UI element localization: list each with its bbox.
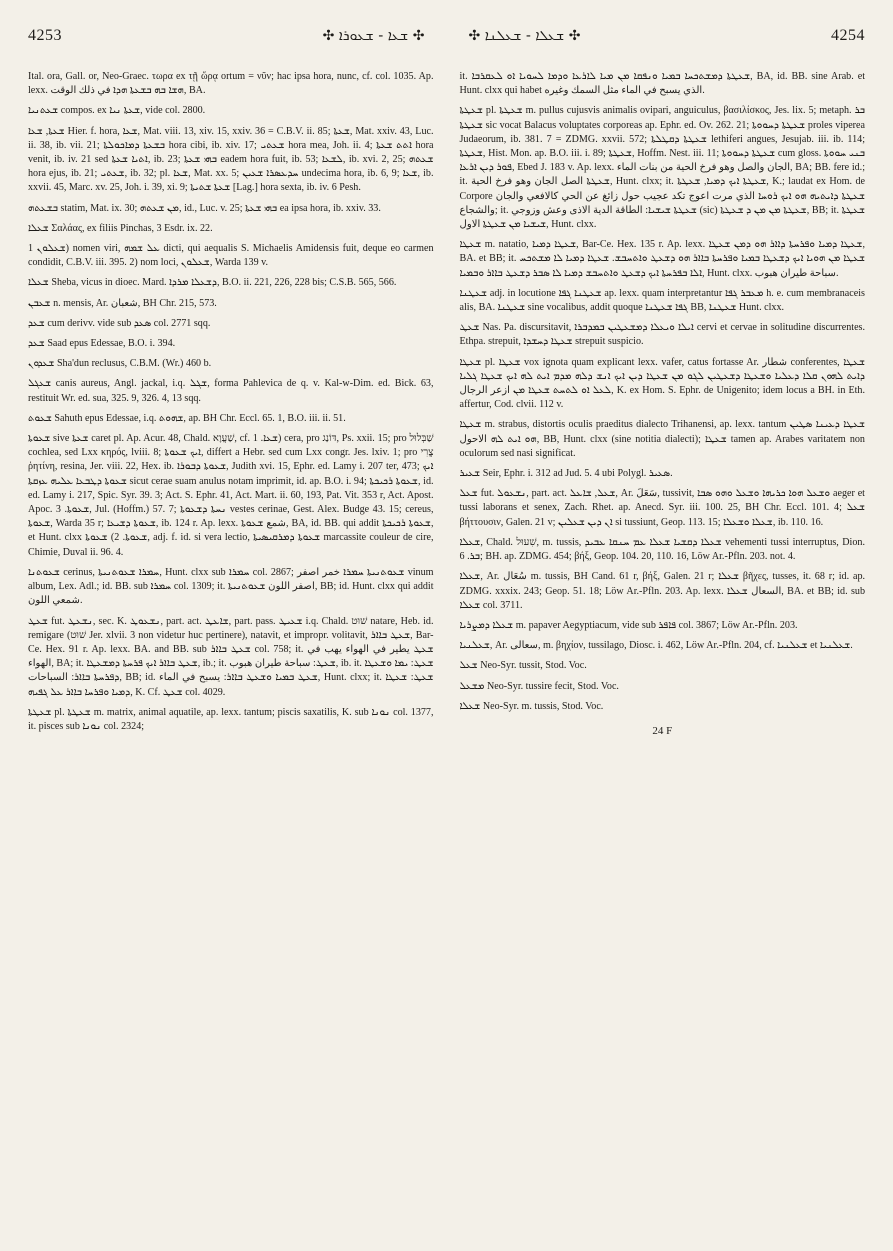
entry-text: ܒܫܥܬܗ statim, Mat. ix. 30; ܡܢ ܫܥܬܗ, id., Luc. v. 25; ܒܗܝ ܫܥܬܐ ea ipsa hora, ib. xxiv. 33. <box>28 202 381 214</box>
entry-text: ܫܥܬܢܝܐ compos. ex ܫܥܬܐ ܢܝܐ, vide col. 2800. <box>28 105 206 117</box>
dictionary-entry <box>460 487 866 530</box>
entry-text: ܫܥܛܬܐ pl. ܫܥܛܬܐ m. matrix, animal aquatile, ap. lexx. tantum; piscis saxatilis, K. sub ܢܘܢܐ col. 1377, it. pisces sub ܢܘܢܐ col. 2324; <box>28 706 434 732</box>
entry-text: ܫܥܠܐ ܕܡܨܪܝܐ m. papaver Aegyptiacum, vide sub ܦܐܦܪ col. 3867; Löw Ar.-Pfln. 203. <box>459 619 798 631</box>
entry-text: ܫܥܛܐ m. strabus, distortis oculis praeditus dialecto Trihanensi, ap. lexx. tantum ܫܥܛܐ ܕܥܝܢܐ ܣܛܝܢ ܗܘ ܐܝܬ ܠܗ الاحول, BB, Hunt. clxx (sine notitia dialecti); ܫܥܛܐ tamen ap. Arabes varitatem non oculorum sed nasi significat. <box>459 419 866 459</box>
entry-text: ܫܥܠܐ, Ar. سُعَال m. tussis, BH Cand. 61 r, βήξ, Galen. 21 r; ܫܥܠܐ βῆχες, tusses, it. 68 r; id. ap. ZDMG. xxxix. 243; Geop. 51. 18; Löw Ar.-Pfln. 203. Ap. lexx. السعال ܫܥܠܐ, BA. et BB; id. sub ܫܥܠܐ col. 3711. <box>459 571 866 611</box>
dictionary-entry <box>28 242 434 270</box>
dictionary-entry <box>28 70 434 98</box>
entry-text: ܫܥܛܬܐ pl. ܫܥܛܬܐ m. pullus cujusvis animalis ovipari, anguiculus, βασιλίσκος, Jes. lix. 5; metaph. ܒܪ ܫܥܛܬܐ sic vocat Balacus voluptates corporeas ap. Ephr. ed. Ov. 262. 21; ܫܥܛܬܐ ܕܚܘܘܬܐ proles viperea Judaeorum, ib. 381. 7 = ZDMG. xxvii. 572; ܫܥܛܬܐ ܕܩܛܠܬܐ lethiferi angues, Jesujab. iii. ib. 114; ܫܥܛܬܐ, Hist. Mon. ap. B.O. iii. i. 89; ܫܥܛܬܐ, Hoffm. Nest. iii. 11; ܫܥܛܬܐ ܕܚܘܘܬܐ cum gloss. ܒܢܝ ܚܘܘܬܐ ܦܘܪ ܕܝܢ ܐܪܥܐ, Ebed J. 183 v. Ap. lexx. الجان والصل وهو فرخ الحية من بنات الماء, BA; BB. fere id.; it. ܫܥܛܬܐ الصل الجان وهو فرخ الحية, Hunt. clxx; it. ܫܥܛܬܐ ܐܝܟ ܕܡܝܐ, ܫܥܛܬܐ, K.; laudat ex Hom. de Corpore ܫܥܛܬܐ ܕܐܝܬܝܗ ܗܘ ܐܝܟ ܪܘܚܐ الذي مرت اعوج تكد عجيب حول زائغ عن الحي كالافعي والجان والشجاع; it. ܫܥܛܬܐ ܫܝܫܝܐ: الطاقة الدية الاذى وعش وزوجي (sic) ܫܥܛܬܐ ܡܢ ܡܢ ܕ ܫܥܛܬܐ, BB; it. ܫܥܛܬܐ ܫܝܫܝܐ ܡܢ ܫܥܛܬܐ الاول, Hunt. clxx. <box>459 105 866 231</box>
entry-text: ܫܥܕ Saad epus Edessae, B.O. i. 394. <box>28 338 176 350</box>
right-column <box>447 70 866 740</box>
entry-text: it. ܫܥܛܬܐ ܕܡܫܬܟܚܐ ܒܡܝܐ ܘܢܦܩܐ ܡܢ ܡܝܐ ܠܐܪܥܐ ܘܕܡܐ ܠܚܘܝܐ ܐܘ ܠܥܩܪܒܐ, BA, id. BB. sine Arab. et Hunt. clxx qui habet الذي يسبح في الماء مثل السمك وغيره. <box>459 71 865 97</box>
dictionary-entry <box>460 104 866 232</box>
page-header <box>28 22 865 50</box>
dictionary-entry <box>460 570 866 613</box>
entry-text: ܫܥܠ Neo-Syr. tussit, Stod. Voc. <box>459 660 587 672</box>
dictionary-entry <box>460 619 866 633</box>
dictionary-entry <box>460 418 866 461</box>
entry-text: ܫܥܬܐ, ܫܥܐ Hier. f. hora, ܫܥܐ, Mat. viii. 13, xiv. 15, xxiv. 36 = C.B.V. ii. 85; ܫܥܬܐ, Mat. xxiv. 43, Luc. ii. 38, ib. vii. 21; ܒܫܥܬܐ ܕܡܐܟܘܠܬܐ hora cibi, ib. xiv. 17; ܫܥܬܝ hora mea, Joh. ii. 4; ܐܬܬ ܫܥܬܐ hora venit, ib. iv. 21 sed ܐܬܝܐ ܫܥܬܐ, ib. 23; ܒܗܝ ܫܥܬܐ eadem hora fuit, ib. 53; ܠܫܥܐ, ib. xvi. 2, 25; ܫܥܬܗ hora ejus, ib. 21; ܫܥܬܝ, ib. 32; pl. ܫܥܐ, Mat. xx. 5; ܚܕܥܣܪܐ ܫܥܝܢ undecima hora, ib. 6, 9; ܫܥܐ, ib. xxvii. 45, Marc. xv. 25, Joh. i. 39, xi. 9; ܫܥܬܐ ܫܬܝܬܐ [Lag.] hora sexta, ib. iv. 6 Pesh. <box>28 125 434 194</box>
entry-text: ܫܥܒܢ n. mensis, Ar. شعبان, BH Chr. 215, 573. <box>28 297 217 309</box>
dictionary-entry <box>460 70 866 98</box>
dictionary-entry <box>28 202 434 216</box>
entry-text: ܫܥܛ Nas. Pa. discursitavit, ܐܝܠܐ ܘܝܥܠܐ ܕܡܫܥܛܝܢ ܒܡܕܒܪܐ cervi et cervae in solitudine discurrentes. Ethpa. strepuit, ܫܥܛܐ ܕܚܫܕܐ strepuit suspicio. <box>459 322 865 348</box>
two-column-body <box>28 70 865 740</box>
header-right <box>447 27 866 45</box>
dictionary-entry <box>460 238 866 281</box>
dictionary-entry <box>460 356 866 413</box>
entry-text: ܫܥܛܐ pl. ܫܥܛܐ vox ignota quam explicant lexx. vafer, catus fortasse Ar. شطار conferentes, ܫܥܛܐ ܕܐܝܬ ܠܗܘܢ ܩܠܐ ܕܥܠܝܐ ܘܫܥܛܐ ܕܫܥܛܝܢ ܠܓܘ ܡܢ ܫܥܛܐ ܕܝܢ ܐܝܟ ܐܢܫ ܕܠܗ ܡܕܡ ܐܝܬ ܠܗ ܐܝܟ ܫܥܛܐ ܓܠܝܐ ܠܥܠ ܐܘ ܠܬܚܬ ܫܥܛܐ ܡܢ ازعر الرجال, K. ex Hom. S. Ephr. de Unigenito; idem locus a BH. in Eth. affertur, Cod. clvii. 112 v. <box>459 356 865 411</box>
dictionary-entry <box>460 536 866 564</box>
dictionary-entry <box>28 615 434 700</box>
dictionary-entry <box>28 412 434 426</box>
dictionary-entry <box>28 706 434 734</box>
dictionary-entry <box>28 377 434 405</box>
dictionary-entry <box>28 125 434 196</box>
entry-text: ܫܥܠ fut. ܢܫܥܘܠ, part. act. ܫܥܠ, ܫܐܥܠ, Ar. سَعَلَ, tussivit, ܘܫܥܠ ܗܘܐ ܟܪܝܗܐ ܘܫܥܠ ܘܗܘ ܣܒܐ aeger et tussi laborans et senex, Zach. Rhet. ap. Anecd. Syr. iii. 100. 25, BH Chr. Eccl. 101. 4; ܫܥܠ βήττουσιν, Galen. 21 v; ܐܢ ܕܝܢ ܫܥܠܝܢ si tussiunt, Geop. 113. 15; ܫܥܠܐ ܘܫܥܠܐ, ib. 110. 16. <box>459 488 865 528</box>
dictionary-entry <box>28 317 434 331</box>
entry-text: ܫܥܕ cum derivv. vide sub ܣܥܕ col. 2771 sqq. <box>28 317 211 329</box>
entry-text: ܫܥܠܐ Σαλάας, ex filiis Pinchas, 3 Esdr. ix. 22. <box>28 222 213 234</box>
entry-text: ܫܥܛ fut. ܢܫܥܛ, sec. K. ܢܫܥܘܛ, part. act. ܫܐܥܛ, part. pass. ܫܥܝܛ i.q. Chald. שׁוּט natare, Heb. id. remigare (שׁוּט Jer. xlvii. 3 non videtur huc pertinere), natavit, et impropr. volitavit, ܫܥܛ ܒܐܐܪ, Bar-Ce. Hex. 91 r. Ap. lexx. BA. and BB. sub ܫܥܛ ܒܐܐܪ col. 758; it. ܫܥܛ يطير في الهواء يهب في الهواء, BA; it. ܫܥܛ ܒܐܐܪ ܐܝܟ ܦܪܚܬܐ ܕܡܫܥܛܐ, ib.; it. ܫܥܛ: سباحة طيران هبوب, ib. it. ܫܥܛ: ܝܡܐ ܘܫܥܛܐ ܕܦܪܚܬܐ ܒܐܐܪ: السباحات, BB; id. ܫܥܛ ܒܡܝܐ ܘܫܥܛ ܒܐܐܪ: يسبح في الماء, Hunt. clxx; it. ܫܥܛ: ܫܥܛܐ ܕܡܝܐ ܘܦܪܚܐ ܒܐܐܪ ܥܠ ܓܦܝܗ, K. Cf. ܫܥܛ col. 4029. <box>28 615 434 698</box>
dictionary-entry <box>460 321 866 349</box>
dictionary-entry <box>460 700 866 714</box>
dictionary-entry <box>28 297 434 311</box>
left-running-head: ✣ ܫܥܐ ‑ ܫܥܘܪܐ ✣ <box>322 28 425 44</box>
dictionary-entry <box>28 566 434 609</box>
dictionary-entry <box>28 357 434 371</box>
entry-text: ܫܥܠܢܝܐ, Ar. سعالى, m. βηχίον, tussilago, Diosc. i. 462, Löw Ar.-Pfln. 204, cf. ܫܥܠܢܝܐ et ܫܥܠܢܝܐ. <box>459 640 853 652</box>
entry-text: ܫܥܠܘܢ 1) nomen viri, ܥܠ ܫܡܗ dicti, qui aequalis S. Michaelis Amidensis fuit, deque eo carmen condidit, C.B.V. iii. 395. 2) nom loci, ܫܥܠܘܢ, Warda 139 v. <box>28 243 434 269</box>
left-page-number: 4253 <box>28 27 62 44</box>
dictionary-entry <box>28 276 434 290</box>
signature-mark: 24 F <box>652 724 673 737</box>
dictionary-entry <box>28 432 434 560</box>
dictionary-entry <box>28 337 434 351</box>
dictionary-entry <box>460 659 866 673</box>
entry-text: ܫܥܝܪ Seir, Ephr. i. 312 ad Jud. 5. 4 ubi Polygl. ܣܥܝܪ. <box>459 468 673 480</box>
header-left <box>28 27 447 45</box>
left-column <box>28 70 447 740</box>
dictionary-entry <box>460 287 866 315</box>
entry-text: ܫܥܠܐ, Chald. שִׁעוּל, m. tussis, ܫܥܠܐ ܕܩܫܝܐ ܫܥܠܐ ܥܡ ܚܢܩܐ ܥܒܝܕ vehementi tussi interruptus, Dion. ܒܪ. 6; BH. ap. ZDMG. 454; βήξ, Geop. 104. 20, 110. 16, Löw Ar.-Pfln. 203. not. 4. <box>459 536 865 563</box>
right-running-head: ✣ ܫܥܠܐ ‑ ܫܥܠܢܐ ✣ <box>468 28 581 44</box>
entry-text: ܫܥܠܐ Sheba, vicus in dioec. Mard. ܕܫܥܠܐ ܡܪܕܐ, B.O. ii. 221, 226, 228 bis; C.S.B. 565, 566. <box>28 277 397 289</box>
entry-text: ܫܥܛܐ m. natatio, ܫܥܛܐ ܕܡܝܐ, Bar-Ce. Hex. 135 r. Ap. lexx. ܫܥܛܐ ܕܡܝܐ ܘܦܪܚܬܐ ܕܐܐܪ ܗܘ ܕܡܢ ܫܥܛܐ, BA. et BB; it. ܫܥܛܐ ܡܢ ܗܘܝܐ ܐܝܟ ܕܫܥܛܐ ܒܡܝܐ ܘܦܪܚܬܐ ܒܐܐܪ ܗܘ ܕܫܥܛ ܘܐܬܚܒܫ. ܫܥܛܐ ܕܡܝܐ ܠܐ ܡܫܬܟܚ ܐܠܐ ܒܦܪܚܬܐ ܐܝܟ ܕܫܥܛ ܘܐܬܚܒܫ ܕܡܝܐ ܠܐ ܣܒܪ ܕܫܥܛ ܒܐܐܪ ܘܒܡܝܐ, Hunt. clxx. سباحة طيران هبوب. <box>459 239 866 279</box>
entry-text: ܫܥܠܐ Neo-Syr. m. tussis, Stod. Voc. <box>459 700 604 712</box>
dictionary-entry <box>460 467 866 481</box>
entry-text: ܫܥܘܬ Sahuth epus Edessae, i.q. ܫܗܘܬ, ap. BH Chr. Eccl. 65. 1, B.O. iii. ii. 51. <box>28 412 346 424</box>
dictionary-entry <box>460 639 866 653</box>
entry-text: ܫܥܓܠ canis aureus, Angl. jackal, i.q. ܫܓܠ, forma Pahlevica de q. v. Kal-w-Dim. ed. Bick. 63, restituit Wr. ed. sua, 325. 9, 326. 4, 13 sqq. <box>28 378 434 404</box>
entry-text: ܡܫܥܠ Neo-Syr. tussire fecit, Stod. Voc. <box>459 680 619 692</box>
dictionary-entry <box>28 104 434 118</box>
right-page-number: 4254 <box>831 27 865 44</box>
entry-text: ܫܥܕܘܢ Sha'dun reclusus, C.B.M. (Wr.) 460 b. <box>28 358 212 370</box>
entry-text: ܫܥܘܬܢܐ cerinus, ܚܡܪܐ ܫܥܘܬܢܝܬܐ, Hunt. clxx sub ܚܡܪܐ col. 2867; ܫܥܘܬܢܝܬܐ ܚܡܪܐ خمر اصفر vinum album, Lex. Adl.; id. BB. sub ܚܡܪܐ col. 1309; it. اصفر اللون ܫܥܘܬܢܝܬܐ, BB; id. Hunt. clxx qui addit شمعي اللون. <box>28 566 434 607</box>
entry-text: ܫܥܛܢܐ adj. in locutione ܫܥܛܢܐ ܓܦܐ ap. lexx. quam interpretantur ܡܥܒܪ ܓܦܐ h. e. cum membranaceis alis, BA. ܫܥܛܢܐ sine vocalibus, addit quoque ܓܦܐ ܫܥܛܢܐ BB, ܫܥܛܢܐ Hunt. clxx. <box>459 287 865 314</box>
dictionary-entry <box>460 680 866 694</box>
dictionary-entry <box>28 222 434 236</box>
entry-text: Ital. ora, Gall. or, Neo-Graec. τωρα ex τῇ ὥρᾳ ortum = νῦν; hac ipsa hora, nunc, cf. col. 1035. Ap. lexx. ܗܫܐ ܒܗ ܒܫܥܬܐ ܗܕܐ في ذلك الوقت, BA. <box>28 71 434 97</box>
right-entries <box>460 70 866 714</box>
entry-text: ܫܥܘܬܐ sive ܫܥܬܐ caret pl. Ap. Acur. 48, Chald. שַׁעֲוָא, cf. ܫܥܐ. 1) cera, pro דּוֹנַג, Ps. xxii. 15; pro שַׁבְּלוּל cochlea, sed Lxx κηρός, lviii. 8; ܐܝܟ ܫܥܘܬܐ, differt a Hebr. sed cum Lxx congr. Jes. lxiv. 1; pro צֳרִי ῥητίνη, resina, Jer. viii. 22, Hex. ib. ܫܥܘܬܐ ܕܒܘܪܐ, Judith xvi. 15, Ephr. ed. Lamy i. 207 ter, 473; ܐܝܟ ܫܥܘܬܐ ܕܛܒܥܐ ܥܠܝܗ ܥܙܩܬܐ sicut cerae suam anulus notam imprimit, id. ap. B.O. i. 94; ܫܥܘܬܐ ܪܟܝܟܬܐ, id. ed. Lamy i. 217, Spic. Syr. 39. 3; Act. S. Ephr. 41, Act. Mart. ii. 60, 193, Pat. Vit. 353 r, Act. Apost. Apoc. ܫܥܘܬܐ. 3, Jul. (Hoffm.) 57. 7; ܢܚܬܐ ܕܫܥܘܬܐ vestes cerinae, Gest. Alex. Budge 43. 15; cereus, ܫܥܘܬܐ, Warda 35 r; ܫܥܘܬܐ ܕܫܝܥܐ, ib. 124 r. Ap. lexx. شمع ܫܥܘܬܐ, BA, id. BB. qui addit ܫܥܘܬܐ ܪܟܝܟܬܐ, et Hunt. clxx ܫܥܘܬܐ. 2) ܫܥܘܬܐ, adj. f. id. si vera lectio, ܫܥܘܬܐ ܕܡܪܩܝܣܝܬܐ marcassite couleur de cire, Chimie, Duval ii. 96. 4. <box>28 433 434 558</box>
